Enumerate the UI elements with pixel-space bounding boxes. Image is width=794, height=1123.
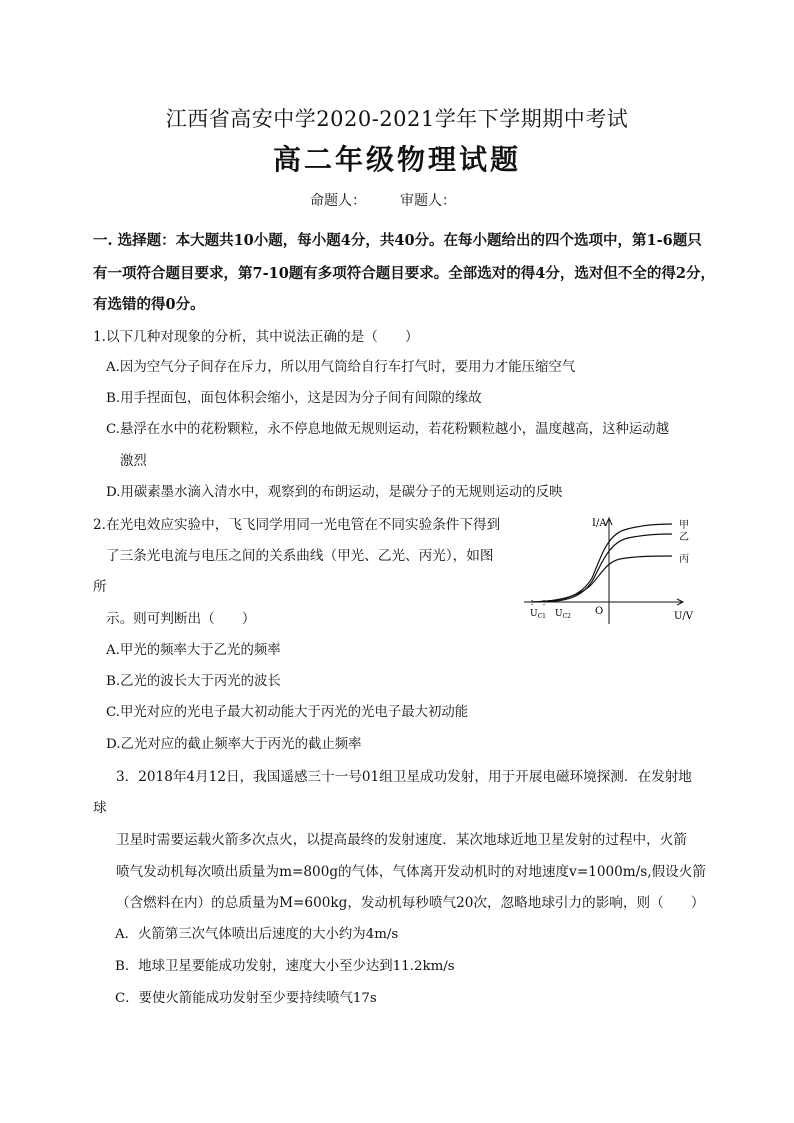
- uc2-label: $U_{C2}$: [555, 609, 572, 620]
- curve-jia-label: 甲: [679, 520, 689, 531]
- q1-option-c-cont: 激烈: [120, 454, 147, 469]
- origin-label: O: [595, 606, 604, 617]
- q2-stem-line-4: 示。则可判断出（ ）: [106, 611, 256, 627]
- q1-option-b: B.用手捏面包，面包体积会缩小，这是因为分子间有间隙的缘故: [106, 391, 482, 406]
- q2-stem-line-2: 了三条光电流与电压之间的关系曲线（甲光、乙光、丙光），如图: [106, 548, 494, 564]
- q3-stem-line-1: 3．2018年4月12日，我国遥感三十一号01组卫星成功发射，用于开展电磁环境探测．在发射地: [116, 769, 692, 785]
- q3-option-b: B．地球卫星要能成功发射，速度大小至少达到11.2km/s: [115, 959, 455, 974]
- q3-option-c: C．要使火箭能成功发射至少要持续喷气17s: [115, 991, 377, 1006]
- q1-option-a: A.因为空气分子间存在斥力，所以用气筒给自行车打气时，要用力才能压缩空气: [106, 360, 576, 375]
- q2-stem-line-1: 2.在光电效应实验中，飞飞同学用同一光电管在不同实验条件下得到: [93, 517, 501, 533]
- q2-stem-line-3: 所: [93, 579, 107, 595]
- q3-stem-line-2: 球: [93, 800, 107, 816]
- q3-option-a: A．火箭第三次气体喷出后速度的大小约为4m/s: [115, 927, 399, 942]
- curve-yi-label: 乙: [679, 532, 689, 543]
- exam-subtitle: 高二年级物理试题: [272, 143, 521, 176]
- reviewer-label: 审题人：: [400, 193, 456, 209]
- q1-option-d: D.用碳素墨水滴入清水中，观察到的布朗运动，是碳分子的无规则运动的反映: [106, 485, 563, 500]
- section-instructions-line-3: 有选错的得0分。: [93, 296, 205, 313]
- photoelectric-iv-figure: [522, 512, 702, 627]
- uc1-label: $U_{C1}$: [530, 609, 547, 620]
- exam-title: 江西省高安中学2020-2021学年下学期期中考试: [165, 107, 629, 131]
- x-axis-label: U/V: [674, 611, 694, 622]
- section-instructions-line-2: 有一项符合题目要求，第7-10题有多项符合题目要求。全部选对的得4分，选对但不全的得2分，: [93, 265, 715, 282]
- q1-stem: 1.以下几种对现象的分析，其中说法正确的是（ ）: [93, 329, 419, 345]
- q2-option-b: B.乙光的波长大于丙光的波长: [106, 674, 281, 689]
- section-instructions-line-1: 一. 选择题：本大题共10小题，每小题4分，共40分。在每小题给出的四个选项中，第1-6题只: [93, 232, 702, 249]
- q2-option-a: A.甲光的频率大于乙光的频率: [106, 643, 281, 658]
- q3-stem-line-5: （含燃料在内）的总质量为M=600kg，发动机每秒喷气20次，忽略地球引力的影响，则（ ）: [116, 895, 705, 911]
- q3-stem-line-3: 卫星时需要运载火箭多次点火，以提高最终的发射速度．某次地球近地卫星发射的过程中，火箭: [116, 832, 687, 848]
- q1-option-c: C.悬浮在水中的花粉颗粒，永不停息地做无规则运动，若花粉颗粒越小，温度越高，这种运动越: [106, 422, 670, 437]
- q2-option-c: C.甲光对应的光电子最大初动能大于丙光的光电子最大初动能: [106, 705, 469, 720]
- y-axis-label: I/A: [592, 518, 607, 529]
- setter-label: 命题人：: [310, 193, 366, 209]
- q3-stem-line-4: 喷气发动机每次喷出质量为m=800g的气体，气体离开发动机时的对地速度v=1000m/s,假设火箭: [116, 864, 706, 880]
- curve-bing-label: 丙: [679, 554, 689, 565]
- authors-line: [310, 190, 456, 210]
- q2-option-d: D.乙光对应的截止频率大于丙光的截止频率: [106, 737, 362, 752]
